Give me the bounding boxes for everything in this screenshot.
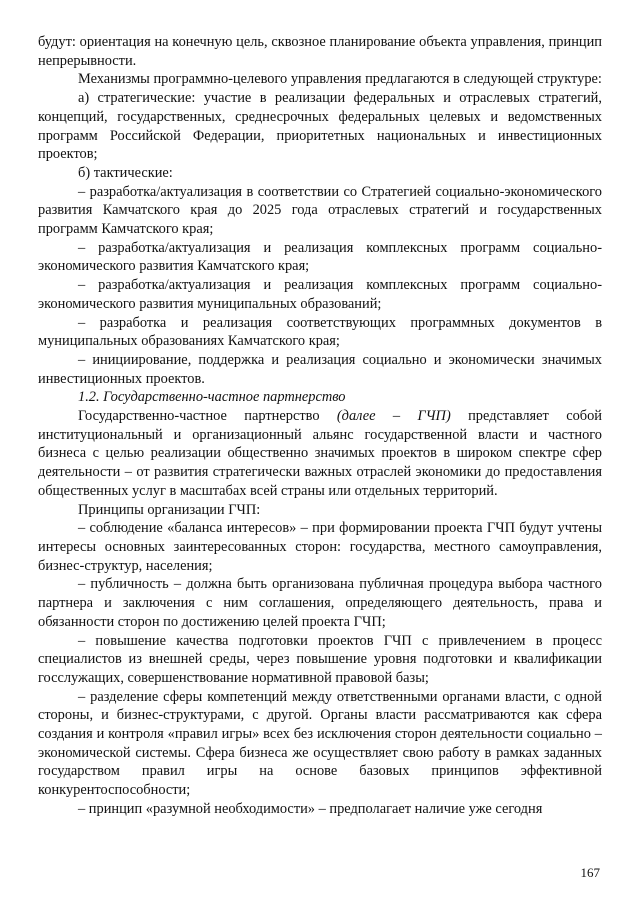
- text-block-top: [38, 33, 602, 388]
- list-item: – разработка/актуализация в соответствии со Стратегией социально-экономического развития Камчатского края до 2025 года отраслевых стратегий и государственных программ Камчатского края;: [38, 183, 602, 238]
- paragraph: б) тактические:: [78, 164, 173, 181]
- paragraph: Механизмы программно-целевого управления предлагаются в следующей структуре:: [78, 71, 602, 88]
- ppp-intro-start: Государственно-частное партнерство: [78, 408, 337, 425]
- list-item: – разработка/актуализация и реализация комплексных программ социально-экономического развития муниципальных образований;: [38, 277, 602, 312]
- section-heading: 1.2. Государственно-частное партнерство: [78, 389, 346, 406]
- ppp-intro-rest: представляет собой институциональный и организационный альянс государственной власти и частного бизнеса с целью реализации общественно значимых проектов в широком спектре сфер деятельности – от развития стратегически важных отраслей экономики до предоставления общественных услуг в масштабах всей страны или отдельных территорий.: [38, 408, 602, 499]
- page-number: 167: [580, 865, 600, 880]
- paragraph: будут: ориентация на конечную цель, сквозное планирование объекта управления, принцип непрерывности.: [38, 34, 602, 69]
- list-item: – инициирование, поддержка и реализация социально и экономически значимых инвестиционных проектов.: [38, 351, 602, 387]
- text-block-bottom: [38, 501, 602, 819]
- list-item: – публичность – должна быть организована публичная процедура выбора частного партнера и заключения с ним соглашения, определяющего деятельность, права и обязанности сторон по достижению целей проекта ГЧП;: [38, 576, 602, 630]
- list-item: – соблюдение «баланса интересов» – при формировании проекта ГЧП будут учтены интересы основных заинтересованных сторон: государства, местного самоуправления, бизнес-структур, населения;: [38, 520, 602, 574]
- list-item: – разделение сферы компетенций между ответственными органами власти, с одной стороны, и бизнес-структурами, с другой. Органы власти рассматриваются как сфера создания и контроля «правил игры» всех без исключения сторон деятельности социально – экономической системы. Сфера бизнеса же осуществляет свою работу в рамках заданных государством правил игры на основе базовых принципов эффективной конкурентоспособности;: [38, 688, 602, 799]
- list-item: – принцип «разумной необходимости» – предполагает наличие уже сегодня: [78, 800, 543, 817]
- list-item: – разработка и реализация соответствующих программных документов в муниципальных образованиях Камчатского края;: [38, 314, 602, 350]
- paragraph: Принципы организации ГЧП:: [78, 501, 261, 518]
- paragraph: а) стратегические: участие в реализации федеральных и отраслевых стратегий, концепций, государственных, среднесрочных федеральных целевых и ведомственных программ Российской Федерации, приоритетных национальных и инвестиционных проектов;: [38, 90, 602, 163]
- ppp-abbreviation: (далее – ГЧП): [336, 408, 451, 425]
- list-item: – разработка/актуализация и реализация комплексных программ социально-экономического развития Камчатского края;: [38, 239, 602, 275]
- list-item: – повышение качества подготовки проектов ГЧП с привлечением в процесс специалистов из внешней среды, через повышение уровня подготовки и квалификации госслужащих, совершенствование нормативной правовой базы;: [38, 632, 602, 686]
- ppp-definition-paragraph: [38, 407, 602, 501]
